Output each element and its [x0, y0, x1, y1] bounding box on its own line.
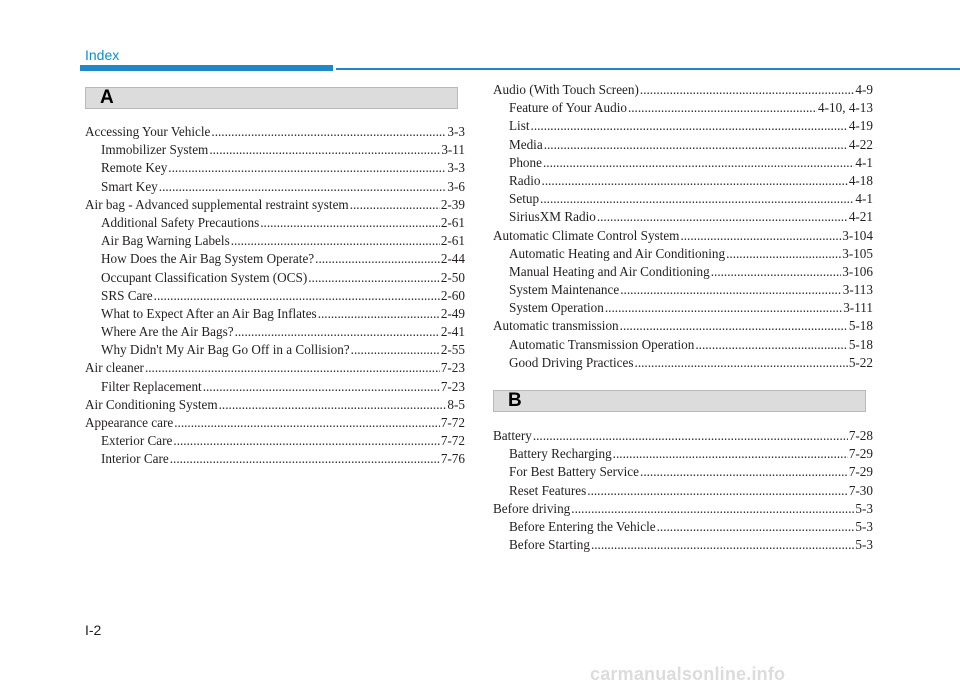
dot-leader	[174, 414, 440, 432]
dot-leader	[640, 81, 855, 99]
index-entry-page: 2-44	[440, 251, 465, 267]
index-entry-title: Media	[509, 136, 543, 152]
dot-leader	[540, 190, 854, 208]
index-entry-title: Occupant Classification System (OCS)	[101, 269, 308, 285]
dot-leader	[620, 281, 841, 299]
index-entry-title: Filter Replacement	[101, 378, 202, 394]
index-entry[interactable]	[85, 287, 465, 305]
index-entry-page: 3-106	[842, 263, 873, 279]
index-entry-page: 7-23	[440, 360, 465, 376]
index-entry-title: Air cleaner	[85, 360, 144, 376]
index-entry[interactable]	[493, 445, 873, 463]
dot-leader	[543, 154, 854, 172]
dot-leader	[613, 445, 848, 463]
index-entry-page: 2-41	[440, 324, 465, 340]
dot-leader	[173, 432, 439, 450]
index-entry-title: SRS Care	[101, 287, 153, 303]
index-entry[interactable]	[85, 341, 465, 359]
index-entry-title: Additional Safety Precautions	[101, 214, 260, 230]
index-entry-page: 2-61	[440, 233, 465, 249]
index-entry-title: Radio	[509, 172, 541, 188]
index-entry-title: Before Starting	[509, 537, 590, 553]
index-entry-title: How Does the Air Bag System Operate?	[101, 251, 315, 267]
dot-leader	[203, 378, 440, 396]
index-entry[interactable]	[493, 208, 873, 226]
index-entry[interactable]	[493, 99, 873, 117]
index-entry-page: 4-9	[855, 82, 873, 97]
index-entry[interactable]	[493, 172, 873, 190]
dot-leader	[308, 269, 440, 287]
index-column-right-b	[493, 427, 873, 554]
index-entry-title: Exterior Care	[101, 433, 173, 449]
index-entry[interactable]	[493, 427, 873, 445]
index-entry[interactable]	[493, 299, 873, 317]
dot-leader	[533, 427, 848, 445]
dot-leader	[587, 482, 848, 500]
index-entry-title: Air Conditioning System	[85, 396, 218, 412]
index-entry-title: Battery Recharging	[509, 446, 612, 462]
header-rule-thick	[80, 65, 333, 71]
dot-leader	[318, 305, 440, 323]
dot-leader	[154, 287, 440, 305]
dot-leader	[640, 463, 848, 481]
dot-leader	[209, 141, 440, 159]
index-entry[interactable]	[493, 136, 873, 154]
index-entry-title: Air Bag Warning Labels	[101, 233, 230, 249]
index-entry[interactable]	[85, 414, 465, 432]
dot-leader	[544, 136, 848, 154]
dot-leader	[635, 354, 848, 372]
index-entry[interactable]	[85, 123, 465, 141]
dot-leader	[145, 359, 440, 377]
index-entry-title: Phone	[509, 154, 542, 170]
index-entry-page: 7-29	[848, 464, 873, 480]
dot-leader	[605, 299, 842, 317]
index-entry-title: Manual Heating and Air Conditioning	[509, 263, 710, 279]
index-entry-page: 3-11	[441, 142, 465, 158]
header-title: Index	[85, 47, 120, 63]
index-entry-title: Audio (With Touch Screen)	[493, 82, 639, 97]
index-entry[interactable]	[85, 196, 465, 214]
dot-leader	[168, 159, 446, 177]
index-entry-title: System Operation	[509, 300, 604, 316]
index-entry[interactable]	[493, 245, 873, 263]
index-entry-page: 3-104	[842, 227, 873, 243]
dot-leader	[571, 500, 854, 518]
index-entry-title: SiriusXM Radio	[509, 209, 596, 225]
index-entry-page: 4-18	[848, 172, 873, 188]
index-entry-page: 2-50	[440, 269, 465, 285]
index-entry[interactable]	[85, 396, 465, 414]
index-entry[interactable]	[85, 323, 465, 341]
index-entry-title: Before Entering the Vehicle	[509, 518, 656, 534]
index-entry-page: 4-1	[855, 191, 873, 207]
index-entry[interactable]	[85, 214, 465, 232]
index-entry-page: 4-22	[848, 136, 873, 152]
index-entry-page: 5-3	[855, 518, 873, 534]
index-entry-title: Air bag - Advanced supplemental restraint system	[85, 196, 349, 212]
index-entry-page: 3-3	[447, 160, 465, 176]
index-entry-title: For Best Battery Service	[509, 464, 640, 480]
index-column-left	[85, 123, 465, 469]
dot-leader	[211, 123, 446, 141]
section-b-heading	[493, 390, 866, 412]
index-entry-page: 2-39	[440, 196, 465, 212]
dot-leader	[657, 518, 855, 536]
index-entry[interactable]	[85, 432, 465, 450]
section-a-letter: A	[100, 87, 114, 108]
index-entry-title: System Maintenance	[509, 282, 620, 298]
index-entry-page: 3-111	[843, 300, 873, 316]
index-entry-title: Where Are the Air Bags?	[101, 324, 234, 340]
index-entry-page: 5-3	[855, 537, 873, 553]
index-entry[interactable]	[85, 232, 465, 250]
index-entry-title: Reset Features	[509, 482, 587, 498]
header-rule-thin	[336, 68, 960, 70]
index-entry[interactable]	[493, 281, 873, 299]
index-entry-title: What to Expect After an Air Bag Inflates	[101, 305, 317, 321]
index-entry-page: 4-19	[848, 118, 873, 134]
index-entry[interactable]	[85, 305, 465, 323]
index-entry[interactable]	[85, 359, 465, 377]
index-entry[interactable]	[85, 178, 465, 196]
index-entry-title: Why Didn't My Air Bag Go Off in a Collision?	[101, 342, 350, 358]
dot-leader	[531, 117, 848, 135]
index-entry-page: 3-105	[842, 245, 873, 261]
index-entry[interactable]	[85, 269, 465, 287]
dot-leader	[628, 99, 817, 117]
index-entry-title: Before driving	[493, 500, 571, 516]
index-entry-title: Automatic Transmission Operation	[509, 336, 695, 352]
index-entry-page: 3-6	[447, 178, 465, 194]
index-entry-title: Appearance care	[85, 415, 174, 430]
dot-leader	[597, 208, 848, 226]
dot-leader	[170, 450, 440, 468]
index-entry-title: Good Driving Practices	[509, 354, 634, 370]
index-entry-title: Automatic Climate Control System	[493, 227, 680, 243]
index-entry-page: 7-23	[440, 378, 465, 394]
dot-leader	[260, 214, 440, 232]
index-entry-page: 7-29	[848, 446, 873, 462]
index-entry-title: Smart Key	[101, 178, 158, 194]
index-entry[interactable]	[85, 250, 465, 268]
index-entry[interactable]	[493, 354, 873, 372]
index-entry[interactable]	[493, 154, 873, 172]
index-entry-page: 2-49	[440, 305, 465, 321]
dot-leader	[231, 232, 440, 250]
dot-leader	[711, 263, 842, 281]
index-entry[interactable]	[85, 378, 465, 396]
index-entry[interactable]	[493, 482, 873, 500]
index-entry-title: Setup	[509, 191, 540, 207]
index-entry-page: 4-1	[855, 154, 873, 170]
index-entry-page: 2-60	[440, 287, 465, 303]
index-entry[interactable]	[493, 263, 873, 281]
index-entry-title: List	[509, 118, 530, 134]
index-entry-title: Automatic Heating and Air Conditioning	[509, 245, 726, 261]
dot-leader	[159, 178, 447, 196]
index-entry-page: 3-113	[842, 282, 873, 298]
dot-leader	[350, 196, 440, 214]
dot-leader	[726, 245, 841, 263]
index-entry[interactable]	[85, 450, 465, 468]
index-entry-page: 2-55	[440, 342, 465, 358]
section-a-heading	[85, 87, 458, 109]
index-entry-title: Immobilizer System	[101, 142, 209, 158]
index-entry[interactable]	[85, 159, 465, 177]
dot-leader	[351, 341, 440, 359]
index-entry-title: Interior Care	[101, 451, 169, 467]
watermark: carmanualsonline.info	[590, 664, 786, 684]
index-entry-page: 3-3	[447, 124, 465, 139]
dot-leader	[591, 536, 854, 554]
index-entry-title: Remote Key	[101, 160, 168, 176]
index-entry-page: 4-10, 4-13	[818, 100, 873, 116]
index-entry-page: 7-72	[440, 433, 465, 449]
index-entry-page: 7-76	[440, 451, 465, 467]
page-number: I-2	[85, 622, 102, 638]
index-entry-page: 7-28	[848, 428, 873, 443]
index-entry[interactable]	[493, 518, 873, 536]
index-entry[interactable]	[493, 81, 873, 99]
index-entry-title: Feature of Your Audio	[509, 100, 627, 116]
index-entry[interactable]	[85, 141, 465, 159]
dot-leader	[680, 227, 841, 245]
section-b-letter: B	[508, 390, 522, 411]
index-entry-page: 5-22	[848, 354, 873, 370]
index-entry-page: 4-21	[848, 209, 873, 225]
index-entry-page: 7-30	[848, 482, 873, 498]
index-column-right	[493, 81, 873, 372]
index-entry[interactable]	[493, 227, 873, 245]
index-entry-page: 5-18	[848, 336, 873, 352]
dot-leader	[235, 323, 440, 341]
index-entry-page: 8-5	[447, 396, 465, 412]
index-entry-title: Automatic transmission	[493, 318, 619, 334]
index-entry-page: 7-72	[440, 415, 465, 430]
index-entry[interactable]	[493, 190, 873, 208]
index-entry[interactable]	[493, 463, 873, 481]
index-entry[interactable]	[493, 317, 873, 335]
index-entry-page: 5-18	[848, 318, 873, 334]
index-entry[interactable]	[493, 117, 873, 135]
dot-leader	[620, 317, 848, 335]
index-entry[interactable]	[493, 536, 873, 554]
index-entry-page: 5-3	[855, 500, 873, 516]
index-entry[interactable]	[493, 500, 873, 518]
index-entry[interactable]	[493, 336, 873, 354]
dot-leader	[219, 396, 447, 414]
index-entry-page: 2-61	[440, 214, 465, 230]
dot-leader	[542, 172, 848, 190]
dot-leader	[315, 250, 440, 268]
dot-leader	[695, 336, 847, 354]
index-entry-title: Accessing Your Vehicle	[85, 124, 211, 139]
index-entry-title: Battery	[493, 428, 532, 443]
